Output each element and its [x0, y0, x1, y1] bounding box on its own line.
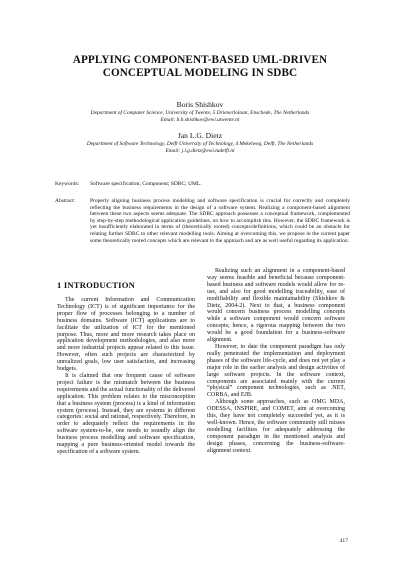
abstract-label: Abstract: — [55, 198, 76, 204]
paper-title — [40, 54, 360, 80]
author-affiliation: Department of Computer Science, University of Twente, 5 Drienerlolaan, Enschede, The Netherlands — [90, 110, 310, 116]
paragraph: Although some approaches, such as OMG MDA, ODESSA, INSPIRE, and COMET, aim at overcoming this, they have not completely succeeded yet, as it is well-known. Hence, the software community still misses modelling facilities for adequately addressing the component paradigm in the mentioned analysis and design phases, concerning the business-software-alignment context. — [207, 399, 345, 454]
right-column — [207, 268, 345, 454]
keywords-label: Keywords: — [55, 181, 80, 187]
paragraph: It is claimed that one frequent cause of software project failure is the mismatch between the business requirements and the actual functionality of the delivered application. This problem relates to the misconception that a business system (process) is a kind of information system (process). Instead, they are systems in different categories: social and rational, respectively. Therefore, in order to adequately reflect the requirements in the software system-to-be, one needs to soundly align the business process modelling and software specification, mapping a pure business-oriented model towards the specification of a software system. — [57, 372, 195, 455]
page-number: 417 — [339, 538, 348, 544]
author-name: Boris Shishkov — [176, 100, 224, 109]
author-email: Email: b.b.shishkov@ewi.utwente.nl — [160, 117, 240, 123]
author-name: Jan L.G. Dietz — [177, 131, 223, 140]
title-line-2: CONCEPTUAL MODELING IN SDBC — [102, 67, 298, 79]
title-line-1: APPLYING COMPONENT-BASED UML-DRIVEN — [72, 54, 328, 66]
abstract-text: Properly aligning business process modelling and software specification is crucial for correctly and completely reflecting the business requirements in the design of a software system. Realizing a component-based alignment between these two aspects seems adequate. The SDBC approach possesses a conceptual framework, complemented by step-by-step methodological application guidelines, on how to accomplish this. However, the SDBC framework is yet insufficiently elaborated in terms of (theoretically rooted) concepts/definitions, which could be an obstacle for relating further SDBC to other relevant modelling tools. Aiming at overcoming this, we propose in the current paper some theoretically rooted concepts which are relevant to the approach and are as well useful regarding its application. — [90, 198, 350, 244]
section-heading: 1 INTRODUCTION — [57, 280, 136, 290]
keywords-text: Software specification; Component; SDBC; UML. — [90, 181, 202, 187]
paragraph: However, to date the component paradigm has only really penetrated the implementation and deployment phases of the software life-cycle, and does not yet play a major role in the earlier analysis and design activities of large software projects. In the software context, components are associated mainly with the current “physical” component technologies, such as .NET, CORBA, and EJB. — [207, 343, 345, 399]
paragraph: The current Information and Communication Technology (ICT) is of significant importance for the proper flow of processes belonging to a number of business domains. Software (ICT) applications are to facilitate the utilization of ICT for the mentioned purpose. Thus, more and more research takes place on application development methodologies, and also more and more industrial projects appear related to this issue. However, often such projects are characterized by unrealized goals, low user satisfaction, and increasing budgets. — [57, 297, 195, 373]
author-affiliation: Department of Software Technology, Delft University of Technology, 4 Mekelweg, Delft, The Netherlands — [86, 141, 314, 147]
paragraph: Realizing such an alignment in a component-based way seems feasible and beneficial because component-based business and software models would allow for re-use, and also for good modelling traceability, ease of modifiability and flexible maintainability (Shishkov & Dietz, 2004-2). Next to that, a business component would concern business process modelling concepts while a software component would concern software concepts; hence, a rigorous mapping between the two would be a good foundation for a business-software alignment. — [207, 268, 345, 344]
author-email: Email: j.l.g.dietz@ewi.tudelft.nl — [165, 148, 235, 154]
left-column — [57, 297, 195, 456]
